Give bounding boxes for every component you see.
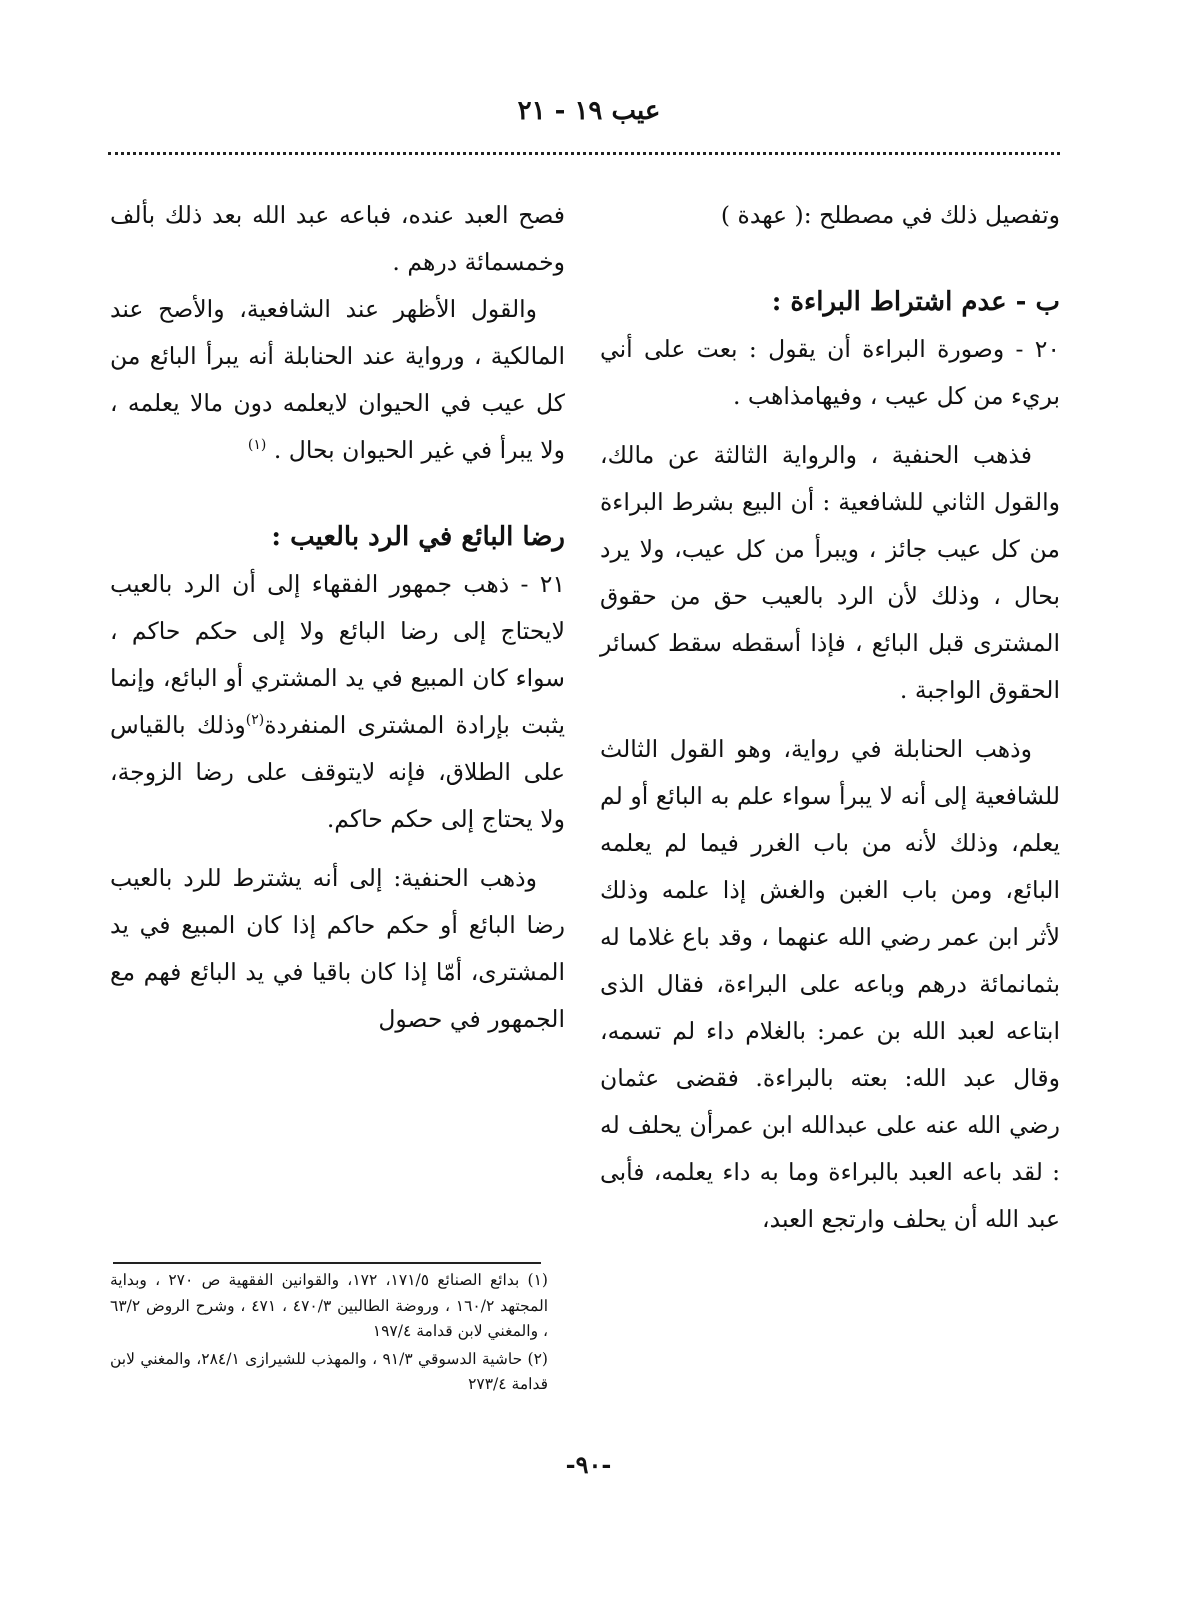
paragraph-shafii — [110, 286, 565, 474]
footnote-marker-2: (٢) — [245, 712, 265, 729]
section-heading-b: ب - عدم اشتراط البراءة : — [771, 287, 1060, 317]
spacer — [110, 843, 565, 855]
paragraph-21 — [110, 561, 565, 843]
paragraph-hanabila: وذهب الحنابلة في رواية، وهو القول الثالث للشافعية إلى أنه لا يبرأ سواء علم به البائع أو لم يعلم، وذلك لأنه من باب الغرر فيما لم يعلمه البائع، ومن باب الغبن والغش إذا علمه وذلك لأثر ابن عمر رضي الله عنهما ، وقد باع غلاما له بثمانمائة درهم وباعه على البراءة، فقال الذى ابتاعه لعبد الله بن عمر: بالغلام داء لم تسمه، وقال عبد الله: بعته بالبراءة. فقضى عثمان رضي الله عنه على عبدالله ابن عمرأن يحلف له : لقد باعه العبد بالبراءة وما به داء يعلمه، فأبى عبد الله أن يحلف وارتجع العبد، — [600, 735, 1060, 1233]
spacer — [110, 474, 565, 514]
paragraph-shafii-text: والقول الأظهر عند الشافعية، والأصح عند المالكية ، ورواية عند الحنابلة أنه يبرأ البائع من كل عيب في الحيوان لايعلمه دون مالا يعلمه ، ولا يبرأ في غير الحيوان بحال . — [110, 295, 565, 464]
left-column — [110, 192, 565, 1043]
paragraph-20: ٢٠ - وصورة البراءة أن يقول : بعت على أني بريء من كل عيب ، وفيهامذاهب . — [600, 335, 1060, 410]
page-header-title: عيب ١٩ - ٢١ — [517, 96, 661, 126]
footnotes — [110, 1268, 548, 1400]
paragraph-hanafi-rida: وذهب الحنفية: إلى أنه يشترط للرد بالعيب رضا البائع أو حكم حاكم إذا كان المبيع في يد المشترى، أمّا إذا كان باقيا في يد البائع فهم مع الجمهور في حصول — [110, 864, 565, 1033]
spacer — [600, 239, 1060, 279]
paragraph-hanafi: فذهب الحنفية ، والرواية الثالثة عن مالك، والقول الثاني للشافعية : أن البيع بشرط البراءة من كل عيب جائز ، ويبرأ من كل عيب، ولا يرد بحال ، وذلك لأن الرد بالعيب حق من حقوق المشترى قبل البائع ، فإذا أسقطه سقط كسائر الحقوق الواجبة . — [600, 441, 1060, 704]
footnote-1: (١) بدائع الصنائع ١٧١/٥، ١٧٢، والقوانين الفقهية ص ٢٧٠ ، وبداية المجتهد ١٦٠/٢ ، وروضة الطالبين ٤٧٠/٣ ، ٤٧١ ، وشرح الروض ٦٣/٢ ، والمغني لابن قدامة ١٩٧/٤ — [110, 1271, 549, 1340]
intro-paragraph: وتفصيل ذلك في مصطلح :( عهدة ) — [720, 201, 1060, 229]
spacer — [600, 420, 1060, 432]
paragraph-21-text: ٢١ - ذهب جمهور الفقهاء إلى أن الرد بالعيب لايحتاج إلى رضا البائع ولا إلى حكم حاكم ، سواء كان المبيع في يد المشتري أو البائع، وإنما يثبت بإرادة المشترى المنفردة — [110, 570, 565, 739]
footnote-marker-1: (١) — [247, 437, 267, 454]
footnote-divider — [113, 1262, 541, 1264]
right-column — [600, 192, 1060, 1243]
spacer — [600, 714, 1060, 726]
page-number: -٩٠- — [565, 1450, 612, 1479]
paragraph-continuation: فصح العبد عنده، فباعه عبد الله بعد ذلك بألف وخمسمائة درهم . — [110, 201, 565, 276]
footnote-2: (٢) حاشية الدسوقي ٩١/٣ ، والمهذب للشيرازى ٢٨٤/١، والمغني لابن قدامة ٢٧٣/٤ — [110, 1349, 548, 1393]
section-heading-rida: رضا البائع في الرد بالعيب : — [271, 522, 565, 552]
paragraph-21-cont: وذلك بالقياس على الطلاق، فإنه لايتوقف على رضا الزوجة، ولا يحتاج إلى حكم حاكم. — [110, 711, 565, 833]
header-divider — [108, 152, 1060, 155]
